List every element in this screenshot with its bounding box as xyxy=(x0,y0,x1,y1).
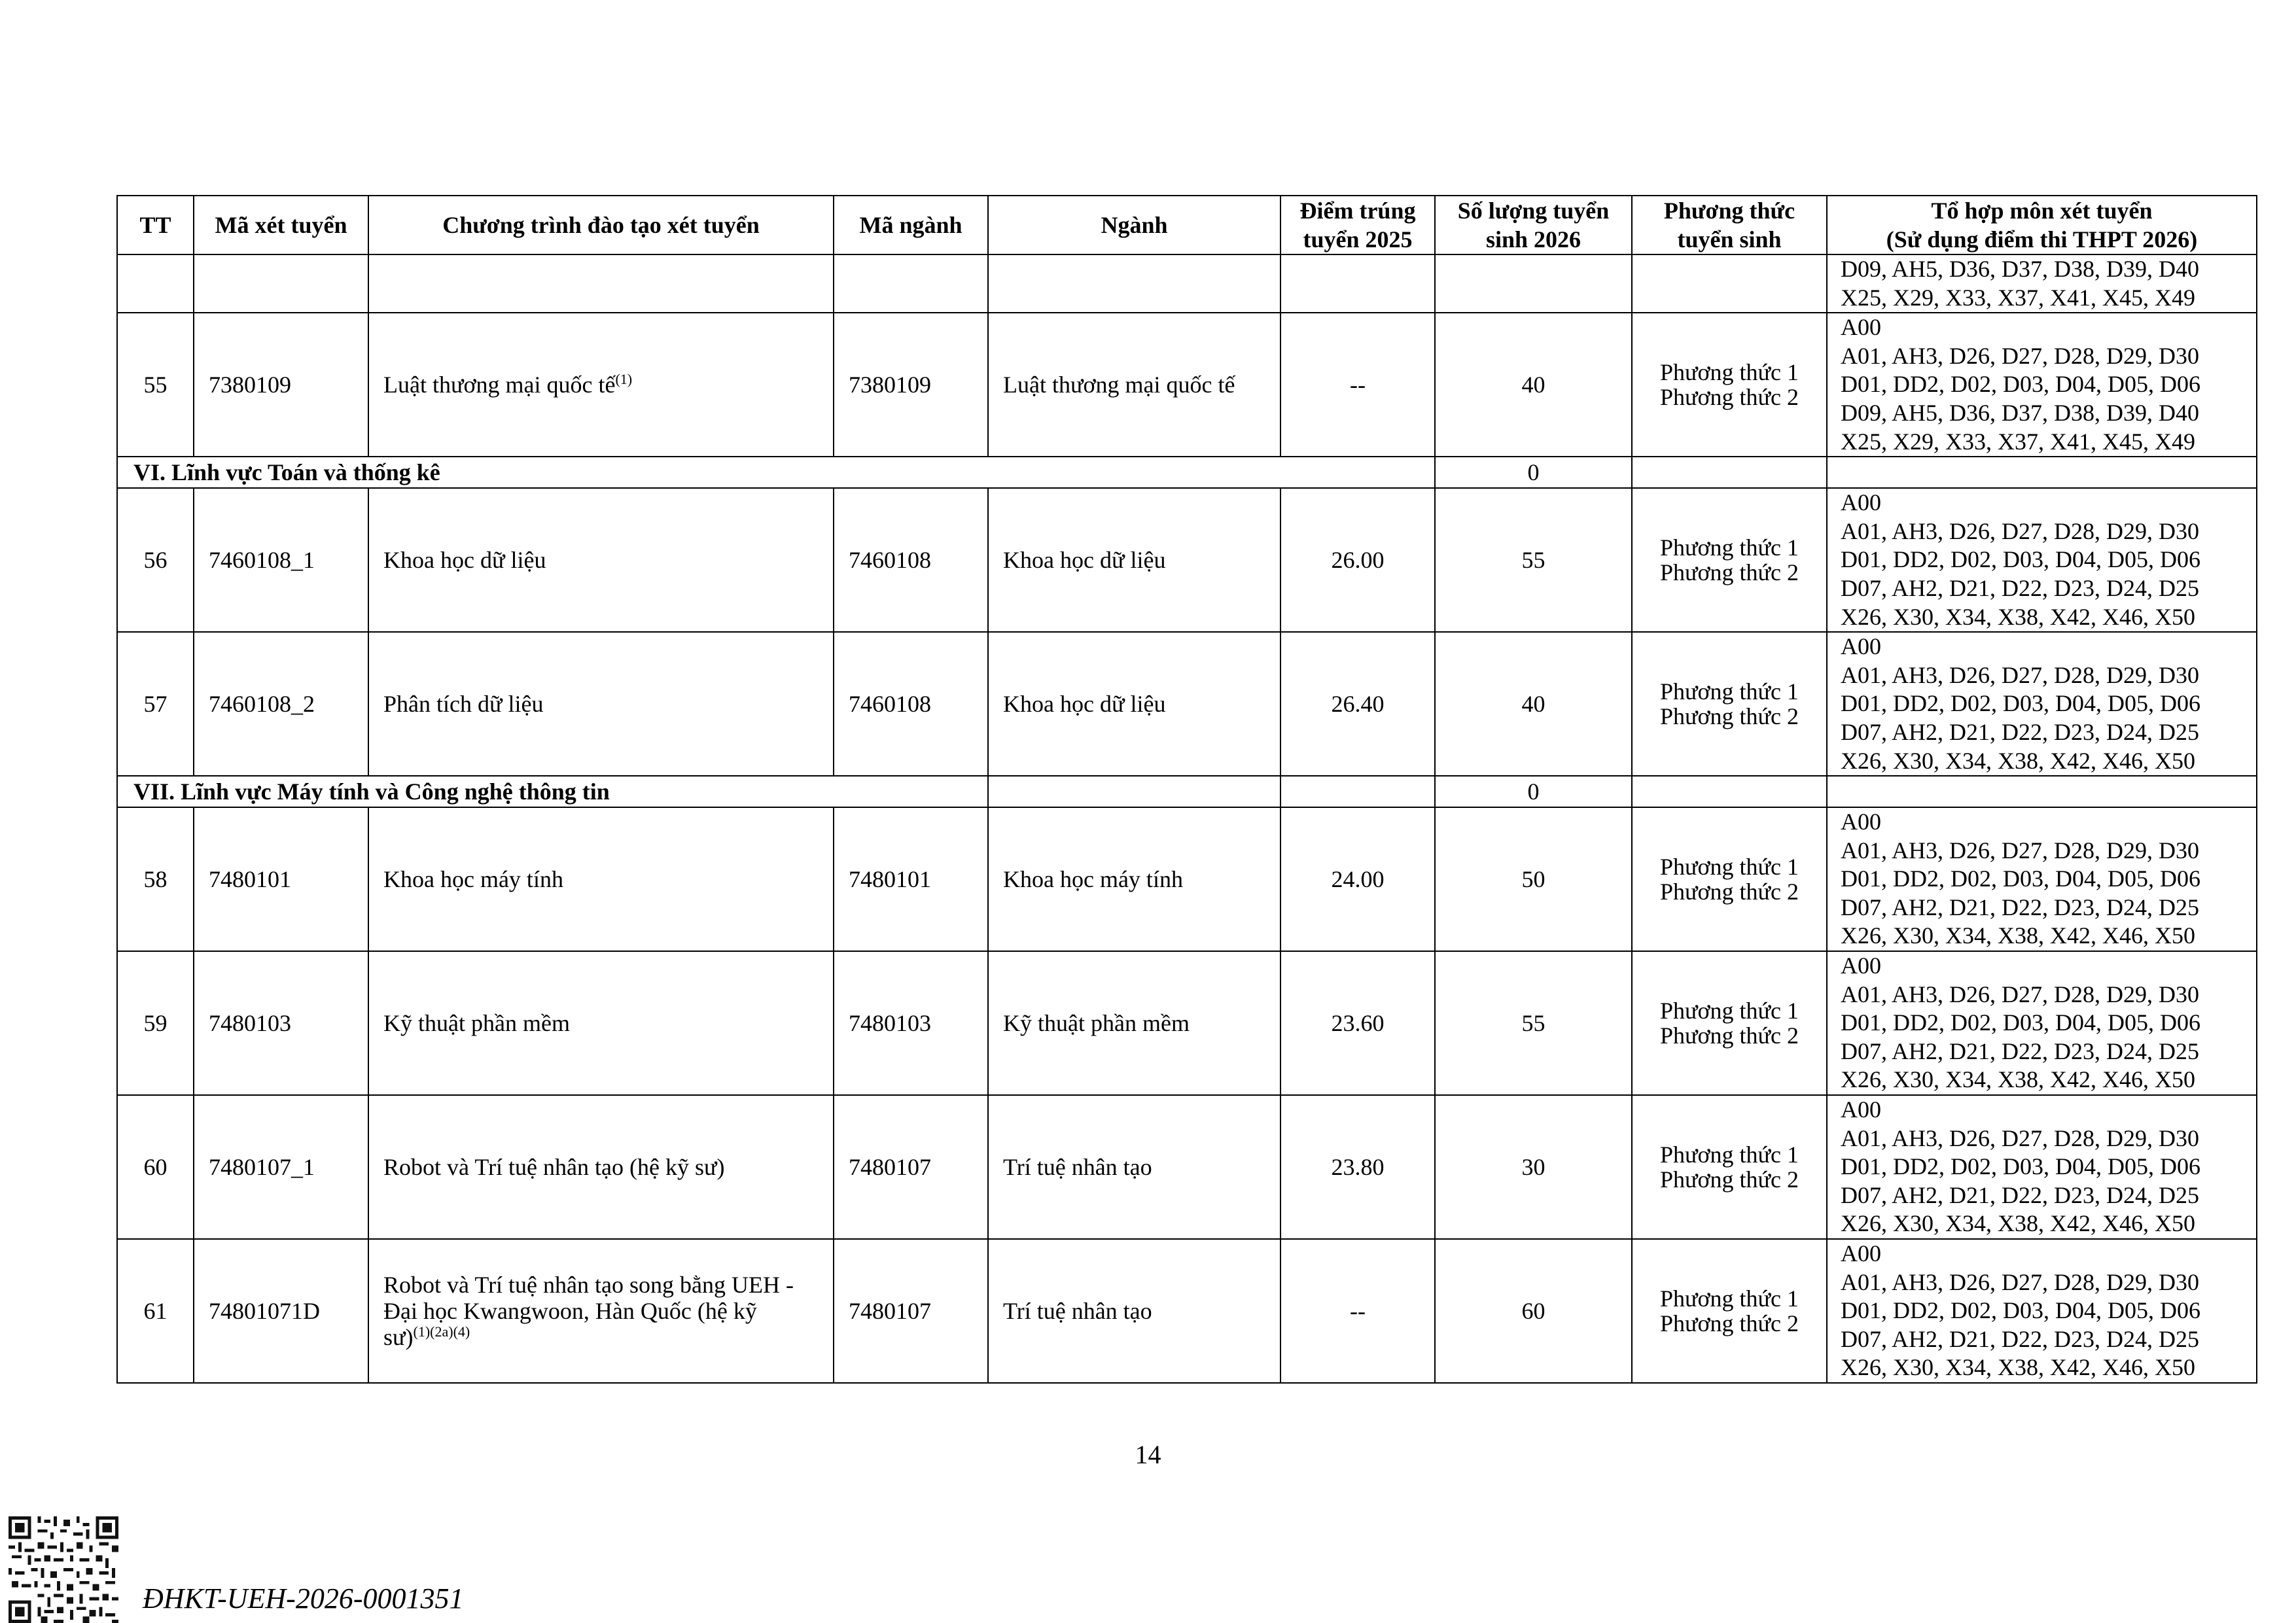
method-2: Phương thức 2 xyxy=(1659,879,1799,905)
method-2: Phương thức 2 xyxy=(1659,384,1799,411)
cell-admission-code: 7480103 xyxy=(194,951,368,1095)
method-2: Phương thức 2 xyxy=(1659,1166,1799,1193)
table-row xyxy=(117,488,2257,632)
table-row xyxy=(117,1095,2257,1239)
cell-quota-2026: 60 xyxy=(1435,1239,1632,1383)
section-row xyxy=(117,776,2257,807)
header-tt: TT xyxy=(117,196,194,254)
method-1: Phương thức 1 xyxy=(1659,998,1799,1024)
cell-score-2025: 24.00 xyxy=(1280,807,1435,951)
cell-tt: 59 xyxy=(117,951,194,1095)
cell-empty xyxy=(194,254,368,313)
cell-program xyxy=(368,1239,834,1383)
cell-empty xyxy=(117,254,194,313)
cell-empty xyxy=(988,254,1280,313)
cell-major: Kỹ thuật phần mềm xyxy=(988,951,1280,1095)
header-so-luong-line1: Số lượng tuyển xyxy=(1457,198,1610,224)
cell-major: Trí tuệ nhân tạo xyxy=(988,1095,1280,1239)
header-to-hop xyxy=(1827,196,2257,254)
cell-major-code: 7480107 xyxy=(834,1239,988,1383)
program-line-1: Robot và Trí tuệ nhân tạo song bằng UEH - xyxy=(383,1271,794,1298)
cell-subject-combinations: A00 A01, AH3, D26, D27, D28, D29, D30 D01, DD2, D02, D03, D04, D05, D06 D07, AH2, D21, D22, D23, D24, D25 X26, X30, X34, X38, X42, X46, X50 xyxy=(1827,488,2257,632)
cell-empty xyxy=(988,776,1280,807)
cell-tt: 61 xyxy=(117,1239,194,1383)
program-line-2: Đại học Kwangwoon, Hàn Quốc (hệ kỹ xyxy=(383,1297,757,1324)
program-line-3: sư) xyxy=(383,1323,414,1350)
cell-program: Phân tích dữ liệu xyxy=(368,632,834,776)
cell-empty xyxy=(1632,254,1827,313)
cell-subject-combinations: A00 A01, AH3, D26, D27, D28, D29, D30 D01, DD2, D02, D03, D04, D05, D06 D07, AH2, D21, D22, D23, D24, D25 X26, X30, X34, X38, X42, X46, X50 xyxy=(1827,632,2257,776)
section-quota: 0 xyxy=(1435,776,1632,807)
method-2: Phương thức 2 xyxy=(1659,1310,1799,1336)
cell-major-code: 7460108 xyxy=(834,632,988,776)
admissions-table xyxy=(116,195,2257,1384)
cell-admission-code: 74801071D xyxy=(194,1239,368,1383)
header-diem-line2: tuyển 2025 xyxy=(1303,226,1413,253)
cell-major-code: 7480101 xyxy=(834,807,988,951)
cell-tt: 57 xyxy=(117,632,194,776)
header-to-hop-line2: (Sử dụng điểm thi THPT 2026) xyxy=(1886,226,2198,253)
cell-subject-combinations: A00 A01, AH3, D26, D27, D28, D29, D30 D01, DD2, D02, D03, D04, D05, D06 D07, AH2, D21, D22, D23, D24, D25 X26, X30, X34, X38, X42, X46, X50 xyxy=(1827,951,2257,1095)
section-title: VII. Lĩnh vực Máy tính và Công nghệ thông tin xyxy=(117,776,988,807)
cell-quota-2026: 30 xyxy=(1435,1095,1632,1239)
cell-methods xyxy=(1632,313,1827,457)
cell-major-code: 7380109 xyxy=(834,313,988,457)
cell-tt: 55 xyxy=(117,313,194,457)
cell-subject-combinations: A00 A01, AH3, D26, D27, D28, D29, D30 D01, DD2, D02, D03, D04, D05, D06 D09, AH5, D36, D37, D38, D39, D40 X25, X29, X33, X37, X41, X45, X49 xyxy=(1827,313,2257,457)
table-row xyxy=(117,1239,2257,1383)
page-number: 14 xyxy=(1135,1440,1161,1469)
cell-major-code: 7480107 xyxy=(834,1095,988,1239)
cell-program: Robot và Trí tuệ nhân tạo (hệ kỹ sư) xyxy=(368,1095,834,1239)
method-2: Phương thức 2 xyxy=(1659,1022,1799,1049)
cell-admission-code: 7480101 xyxy=(194,807,368,951)
method-2: Phương thức 2 xyxy=(1659,559,1799,586)
footnote-marker: (1) xyxy=(615,371,633,388)
header-to-hop-line1: Tổ hợp môn xét tuyển xyxy=(1931,198,2153,224)
document-code: ĐHKT-UEH-2026-0001351 xyxy=(143,1582,464,1614)
header-diem-trung-tuyen xyxy=(1280,196,1435,254)
header-so-luong xyxy=(1435,196,1632,254)
program-name: Luật thương mại quốc tế xyxy=(383,372,616,398)
method-1: Phương thức 1 xyxy=(1659,534,1799,561)
cell-empty xyxy=(834,254,988,313)
cell-empty xyxy=(1632,457,1827,488)
cell-quota-2026: 50 xyxy=(1435,807,1632,951)
cell-subject-combinations: A00 A01, AH3, D26, D27, D28, D29, D30 D01, DD2, D02, D03, D04, D05, D06 D07, AH2, D21, D22, D23, D24, D25 X26, X30, X34, X38, X42, X46, X50 xyxy=(1827,1095,2257,1239)
cell-score-2025: -- xyxy=(1280,313,1435,457)
method-1: Phương thức 1 xyxy=(1659,1142,1799,1168)
cell-quota-2026: 40 xyxy=(1435,313,1632,457)
cell-major: Khoa học máy tính xyxy=(988,807,1280,951)
cell-score-2025: 23.80 xyxy=(1280,1095,1435,1239)
qr-code-icon xyxy=(8,1516,119,1623)
header-phuong-thuc xyxy=(1632,196,1827,254)
cell-empty xyxy=(368,254,834,313)
method-1: Phương thức 1 xyxy=(1659,359,1799,386)
header-ma-nganh: Mã ngành xyxy=(834,196,988,254)
header-phuong-thuc-line2: tuyển sinh xyxy=(1677,226,1782,253)
cell-score-2025: 23.60 xyxy=(1280,951,1435,1095)
cell-major: Khoa học dữ liệu xyxy=(988,632,1280,776)
cell-quota-2026: 40 xyxy=(1435,632,1632,776)
cell-score-2025: 26.40 xyxy=(1280,632,1435,776)
cell-quota-2026: 55 xyxy=(1435,951,1632,1095)
table-row xyxy=(117,807,2257,951)
section-row xyxy=(117,457,2257,488)
method-2: Phương thức 2 xyxy=(1659,703,1799,730)
cell-major: Khoa học dữ liệu xyxy=(988,488,1280,632)
cell-program: Khoa học dữ liệu xyxy=(368,488,834,632)
method-1: Phương thức 1 xyxy=(1659,678,1799,705)
cell-score-2025: -- xyxy=(1280,1239,1435,1383)
cell-tt: 60 xyxy=(117,1095,194,1239)
table-header-row xyxy=(117,196,2257,254)
header-phuong-thuc-line1: Phương thức xyxy=(1663,198,1795,224)
table-row xyxy=(117,951,2257,1095)
cell-methods xyxy=(1632,951,1827,1095)
cell-program: Khoa học máy tính xyxy=(368,807,834,951)
section-quota: 0 xyxy=(1435,457,1632,488)
table-row xyxy=(117,313,2257,457)
cell-program: Kỹ thuật phần mềm xyxy=(368,951,834,1095)
cell-subject-combinations: D09, AH5, D36, D37, D38, D39, D40 X25, X29, X33, X37, X41, X45, X49 xyxy=(1827,254,2257,313)
cell-tt: 58 xyxy=(117,807,194,951)
cell-empty xyxy=(1280,254,1435,313)
cell-score-2025: 26.00 xyxy=(1280,488,1435,632)
header-nganh: Ngành xyxy=(988,196,1280,254)
cell-major: Trí tuệ nhân tạo xyxy=(988,1239,1280,1383)
header-diem-line1: Điểm trúng xyxy=(1299,198,1416,224)
cell-major-code: 7460108 xyxy=(834,488,988,632)
cell-admission-code: 7380109 xyxy=(194,313,368,457)
cell-major: Luật thương mại quốc tế xyxy=(988,313,1280,457)
cell-subject-combinations: A00 A01, AH3, D26, D27, D28, D29, D30 D01, DD2, D02, D03, D04, D05, D06 D07, AH2, D21, D22, D23, D24, D25 X26, X30, X34, X38, X42, X46, X50 xyxy=(1827,807,2257,951)
cell-major-code: 7480103 xyxy=(834,951,988,1095)
table-row xyxy=(117,632,2257,776)
method-1: Phương thức 1 xyxy=(1659,1285,1799,1312)
cell-empty xyxy=(1435,254,1632,313)
cell-empty xyxy=(1632,776,1827,807)
cell-methods xyxy=(1632,807,1827,951)
cell-admission-code: 7480107_1 xyxy=(194,1095,368,1239)
cell-empty xyxy=(1280,776,1435,807)
table-row-continuation xyxy=(117,254,2257,313)
cell-subject-combinations: A00 A01, AH3, D26, D27, D28, D29, D30 D01, DD2, D02, D03, D04, D05, D06 D07, AH2, D21, D22, D23, D24, D25 X26, X30, X34, X38, X42, X46, X50 xyxy=(1827,1239,2257,1383)
method-1: Phương thức 1 xyxy=(1659,854,1799,881)
cell-program xyxy=(368,313,834,457)
cell-admission-code: 7460108_2 xyxy=(194,632,368,776)
cell-empty xyxy=(1827,457,2257,488)
cell-methods xyxy=(1632,1095,1827,1239)
cell-methods xyxy=(1632,632,1827,776)
header-so-luong-line2: sinh 2026 xyxy=(1485,226,1581,253)
cell-quota-2026: 55 xyxy=(1435,488,1632,632)
cell-tt: 56 xyxy=(117,488,194,632)
footnote-marker: (1)(2a)(4) xyxy=(413,1323,470,1340)
cell-empty xyxy=(1827,776,2257,807)
header-ma-xet-tuyen: Mã xét tuyển xyxy=(194,196,368,254)
cell-methods xyxy=(1632,488,1827,632)
cell-methods xyxy=(1632,1239,1827,1383)
section-title: VI. Lĩnh vực Toán và thống kê xyxy=(117,457,1435,488)
cell-admission-code: 7460108_1 xyxy=(194,488,368,632)
header-chuong-trinh: Chương trình đào tạo xét tuyển xyxy=(368,196,834,254)
